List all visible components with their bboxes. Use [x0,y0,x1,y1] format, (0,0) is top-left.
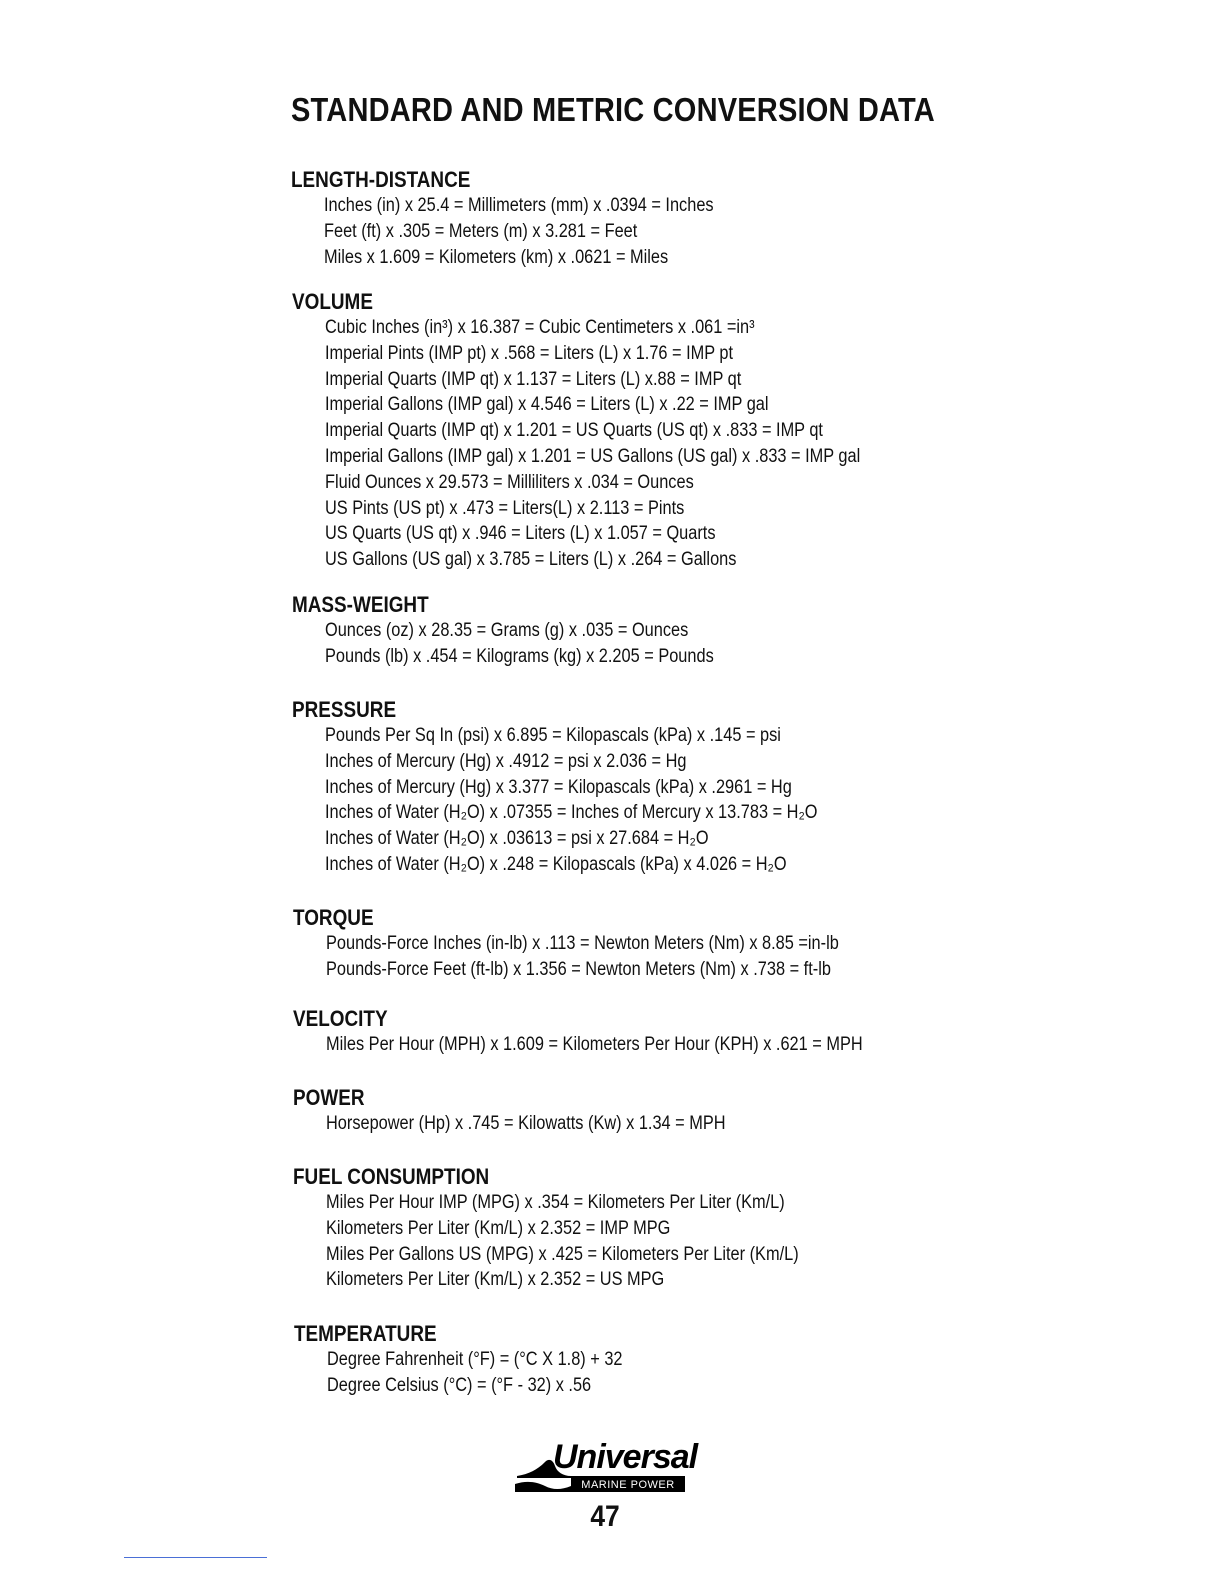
section-heading: VELOCITY [293,1006,388,1031]
conversion-line: Miles Per Gallons US (MPG) x .425 = Kilometers Per Liter (Km/L) [326,1243,799,1265]
conversion-list [293,1190,1053,1293]
section-torque [293,905,1053,983]
conversion-line: Imperial Quarts (IMP qt) x 1.201 = US Quarts (US qt) x .833 = IMP qt [325,420,823,442]
conversion-line: Imperial Gallons (IMP gal) x 4.546 = Liters (L) x .22 = IMP gal [325,394,769,416]
conversion-list [292,618,1052,670]
conversion-line: Kilometers Per Liter (Km/L) x 2.352 = IMP MPG [326,1217,671,1239]
conversion-line: Inches (in) x 25.4 = Millimeters (mm) x .0394 = Inches [324,195,714,216]
conversion-line: US Quarts (US qt) x .946 = Liters (L) x 1.057 = Quarts [325,523,716,545]
section-mass-weight [292,592,1052,670]
section-power [293,1085,1053,1137]
section-heading: TEMPERATURE [294,1321,437,1346]
logo-tagline: MARINE POWER [571,1478,685,1492]
conversion-line: Pounds Per Sq In (psi) x 6.895 = Kilopascals (kPa) x .145 = psi [325,725,781,746]
conversion-line: Miles Per Hour IMP (MPG) x .354 = Kilometers Per Liter (Km/L) [326,1192,785,1213]
conversion-line: Miles x 1.609 = Kilometers (km) x .0621 = Miles [324,246,669,268]
conversion-line: Inches of Mercury (Hg) x .4912 = psi x 2.036 = Hg [325,750,687,772]
page-title: STANDARD AND METRIC CONVERSION DATA [291,91,935,129]
conversion-line: Miles Per Hour (MPH) x 1.609 = Kilometers Per Hour (KPH) x .621 = MPH [326,1034,863,1055]
conversion-list [292,315,1052,573]
conversion-list [293,1032,1053,1058]
footer-rule [124,1557,267,1558]
section-heading: POWER [293,1085,365,1110]
conversion-line: Kilometers Per Liter (Km/L) x 2.352 = US MPG [326,1269,665,1291]
section-temperature [294,1321,1054,1399]
logo-wordmark: Universal [553,1438,698,1476]
section-heading: MASS-WEIGHT [292,592,429,617]
section-heading: PRESSURE [292,697,397,722]
conversion-line: Degree Celsius (°C) = (°F - 32) x .56 [327,1374,592,1396]
section-length-distance [291,167,1051,270]
conversion-line: Inches of Water (H₂O) x .07355 = Inches of Mercury x 13.783 = H₂O [325,802,818,824]
conversion-line: Inches of Water (H₂O) x .03613 = psi x 27.684 = H₂O [325,828,709,850]
section-heading: VOLUME [292,289,373,314]
conversion-list [292,723,1052,878]
conversion-line: Imperial Quarts (IMP qt) x 1.137 = Liters (L) x.88 = IMP qt [325,368,742,390]
section-pressure [292,697,1052,878]
conversion-line: Imperial Gallons (IMP gal) x 1.201 = US Gallons (US gal) x .833 = IMP gal [325,445,861,467]
universal-marine-power-logo [515,1438,698,1498]
section-heading: FUEL CONSUMPTION [293,1164,490,1189]
conversion-line: US Gallons (US gal) x 3.785 = Liters (L) x .264 = Gallons [325,549,737,571]
conversion-line: Ounces (oz) x 28.35 = Grams (g) x .035 = Ounces [325,620,689,641]
conversion-list [291,193,1051,270]
conversion-line: Feet (ft) x .305 = Meters (m) x 3.281 = Feet [324,220,638,242]
conversion-list [293,1111,1053,1137]
conversion-list [293,931,1053,983]
conversion-line: Inches of Water (H₂O) x .248 = Kilopascals (kPa) x 4.026 = H₂O [325,853,787,875]
conversion-line: Imperial Pints (IMP pt) x .568 = Liters (L) x 1.76 = IMP pt [325,342,734,364]
conversion-line: US Pints (US pt) x .473 = Liters(L) x 2.113 = Pints [325,497,685,519]
section-heading: TORQUE [293,905,374,930]
conversion-line: Pounds (lb) x .454 = Kilograms (kg) x 2.205 = Pounds [325,645,714,667]
conversion-line: Cubic Inches (in³) x 16.387 = Cubic Centimeters x .061 =in³ [325,317,755,338]
conversion-line: Inches of Mercury (Hg) x 3.377 = Kilopascals (kPa) x .2961 = Hg [325,776,792,798]
page-number: 47 [590,1500,620,1533]
conversion-line: Pounds-Force Inches (in-lb) x .113 = Newton Meters (Nm) x 8.85 =in-lb [326,933,839,954]
conversion-list [294,1347,1054,1399]
section-volume [292,289,1052,573]
conversion-line: Pounds-Force Feet (ft-lb) x 1.356 = Newton Meters (Nm) x .738 = ft-lb [326,958,831,980]
conversion-line: Horsepower (Hp) x .745 = Kilowatts (Kw) x 1.34 = MPH [326,1113,726,1134]
section-velocity [293,1006,1053,1058]
conversion-line: Degree Fahrenheit (°F) = (°C X 1.8) + 32 [327,1349,623,1370]
section-heading: LENGTH-DISTANCE [291,167,471,192]
section-fuel-consumption [293,1164,1053,1293]
conversion-line: Fluid Ounces x 29.573 = Milliliters x .034 = Ounces [325,471,694,493]
